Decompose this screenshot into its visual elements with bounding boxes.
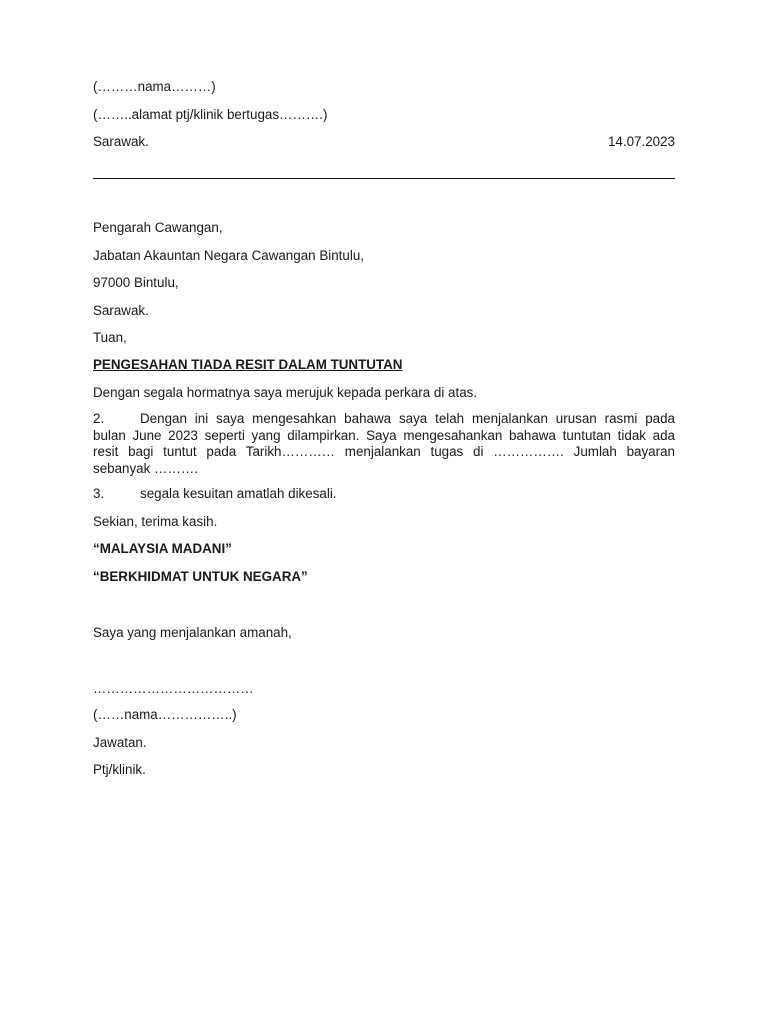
closing: Sekian, terima kasih.: [93, 514, 218, 529]
signoff: Saya yang menjalankan amanah,: [93, 625, 292, 640]
paragraph-3: [93, 486, 337, 502]
recipient-state: Sarawak.: [93, 303, 149, 318]
recipient-department: Jabatan Akauntan Negara Cawangan Bintulu,: [93, 248, 364, 263]
paragraph-3-text: segala kesuitan amatlah dikesali.: [140, 486, 337, 501]
sender-name: (………nama………): [93, 79, 216, 94]
paragraph-2-number: 2.: [93, 411, 105, 426]
sender-state: Sarawak.: [93, 134, 149, 149]
subject-heading: PENGESAHAN TIADA RESIT DALAM TUNTUTAN: [93, 357, 403, 372]
paragraph-2-line-2: bulan June 2023 seperti yang dilampirkan. Saya mengesahankan bahawa tuntutan tidak ada: [93, 427, 675, 443]
paragraph-2-line-3: resit bagi tuntut pada Tarikh………… menjalankan tugas di ……………. Jumlah bayaran: [93, 444, 675, 459]
signature-position: Jawatan.: [93, 735, 147, 750]
paragraph-2-line-4: sebanyak ……….: [93, 460, 198, 476]
slogan-malaysia-madani: “MALAYSIA MADANI”: [93, 541, 232, 556]
signature-line: ………………………………: [93, 681, 254, 696]
signature-name: (……nama……………..): [93, 707, 237, 722]
signature-office: Ptj/klinik.: [93, 762, 146, 777]
slogan-berkhidmat: “BERKHIDMAT UNTUK NEGARA”: [93, 569, 308, 584]
paragraph-2: [93, 411, 675, 477]
letter-date: 14.07.2023: [607, 134, 675, 149]
salutation: Tuan,: [93, 330, 127, 345]
recipient-title: Pengarah Cawangan,: [93, 220, 223, 235]
paragraph-2-line-1: 2. Dengan ini saya mengesahkan bahawa saya telah menjalankan urusan rasmi pada: [93, 411, 675, 426]
sender-address: (……..alamat ptj/klinik bertugas……….): [93, 107, 328, 122]
paragraph-1: Dengan segala hormatnya saya merujuk kepada perkara di atas.: [93, 385, 478, 400]
paragraph-3-number: 3.: [93, 486, 105, 501]
recipient-postcode-city: 97000 Bintulu,: [93, 275, 179, 290]
header-divider: [93, 178, 675, 179]
